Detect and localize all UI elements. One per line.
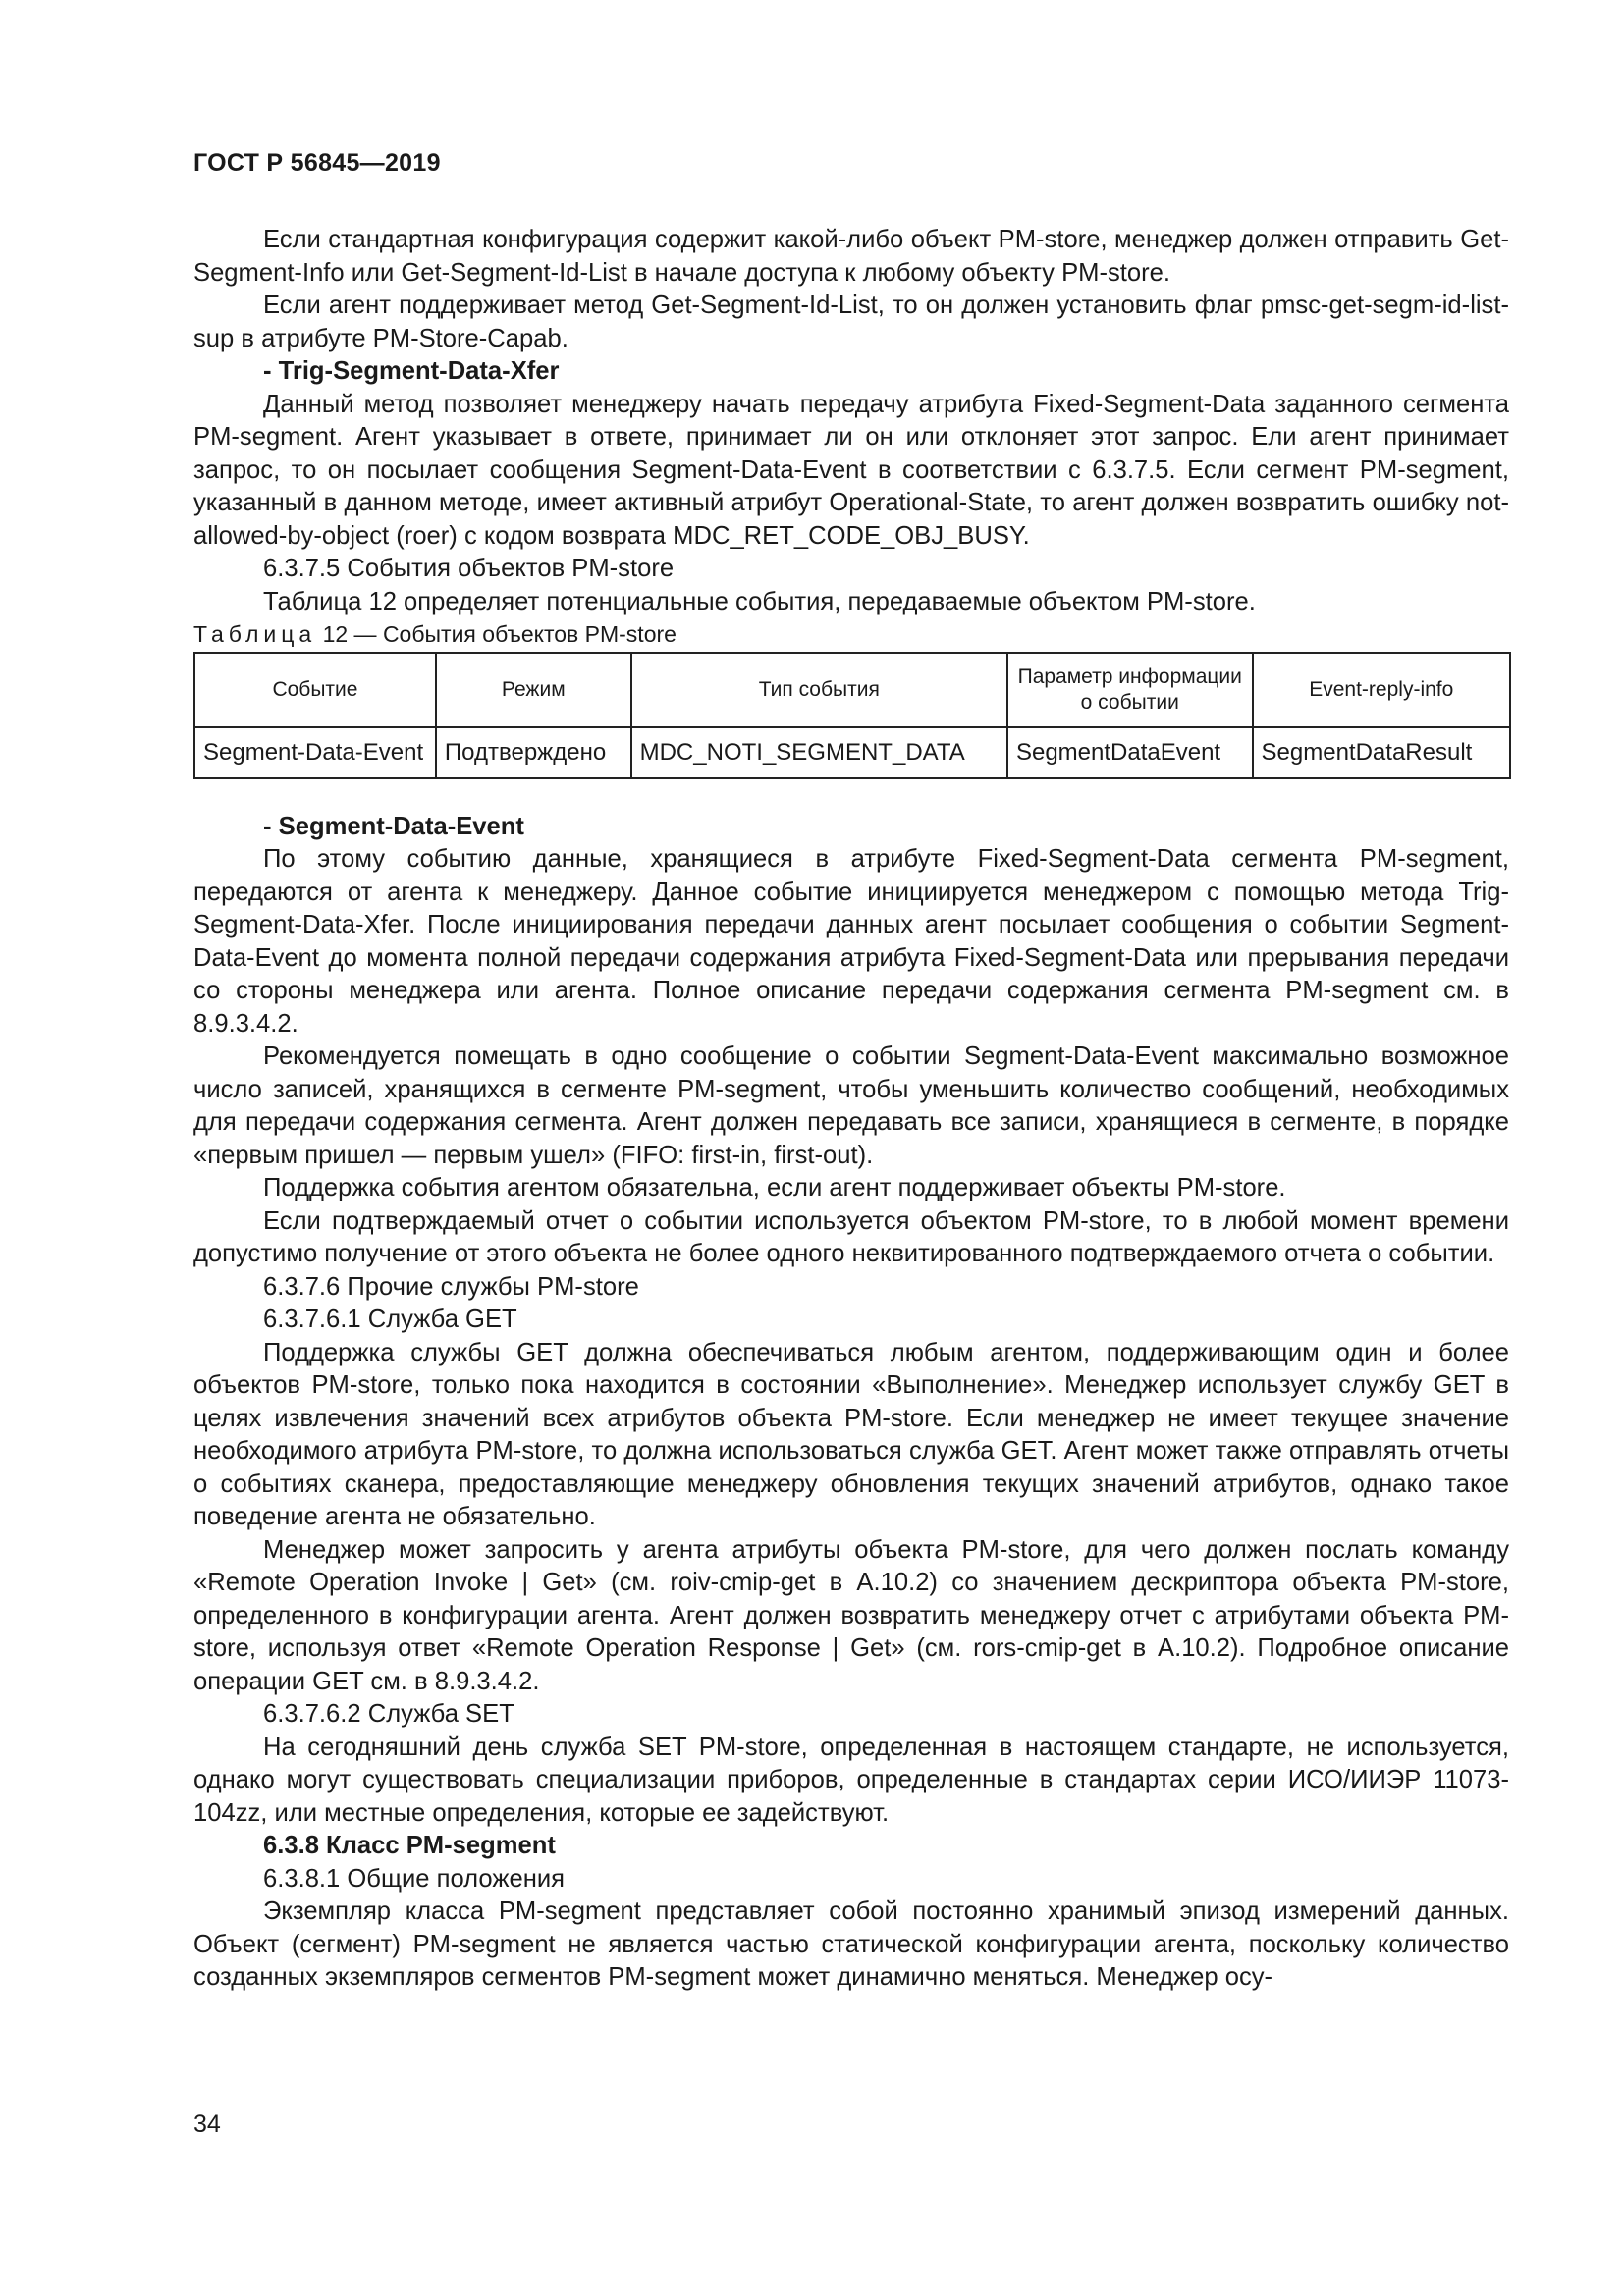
- paragraphs-after-table: [193, 811, 1509, 1995]
- table-caption-title: 12 — События объектов PM-store: [316, 621, 677, 647]
- table-cell: Подтверждено: [436, 727, 631, 778]
- table-cell: SegmentDataResult: [1253, 727, 1510, 778]
- events-table: [193, 652, 1511, 779]
- paragraph: 6.3.7.6.1 Служба GET: [263, 1306, 517, 1333]
- paragraph: Таблица 12 определяет потенциальные события, передаваемые объектом PM-store.: [263, 587, 1256, 615]
- paragraph: 6.3.7.6.2 Служба SET: [263, 1700, 514, 1728]
- paragraph: Данный метод позволяет менеджеру начать передачу атрибута Fixed-Segment-Data заданного сегмента PM-segment. Агент указывает в ответе, принимает ли он или отклоняет этот запрос. Ели агент принимает запрос, то он посылает сообщения Segment-Data-Event в соответствии с 6.3.7.5. Если сегмент PM-segment, указанный в данном методе, имеет активный атрибут Operational-State, то агент должен возвратить ошибку not-allowed-by-object (roer) с кодом возврата MDC_RET_CODE_OBJ_BUSY.: [193, 390, 1509, 550]
- paragraph: Экземпляр класса PM-segment представляет собой постоянно хранимый эпизод измерений данных. Объект (сегмент) PM-segment не является частью статической конфигурации агента, поскольку количество созданных экземпляров сегментов PM-segment может динамично меняться. Менеджер осу-: [193, 1897, 1509, 1991]
- table-header-cell: Event-reply-info: [1253, 653, 1510, 727]
- paragraph: 6.3.7.5 События объектов PM-store: [263, 555, 675, 582]
- section-heading: - Segment-Data-Event: [263, 812, 524, 840]
- paragraph: Если стандартная конфигурация содержит какой-либо объект PM-store, менеджер должен отправить Get-Segment-Info или Get-Segment-Id-List в начале доступа к любому объекту PM-store.: [193, 226, 1509, 287]
- table-header-cell: Событие: [194, 653, 436, 727]
- section-heading: - Trig-Segment-Data-Xfer: [263, 357, 560, 385]
- table-header-row: [194, 653, 1510, 727]
- paragraphs-before-table: [193, 224, 1509, 618]
- table-row: [194, 727, 1510, 778]
- table-caption: [193, 618, 1509, 652]
- paragraph: Если подтверждаемый отчет о событии используется объектом PM-store, то в любой момент времени допустимо получение от этого объекта не более одного неквитированного подтверждаемого отчета о событии.: [193, 1206, 1509, 1267]
- paragraph: 6.3.7.6 Прочие службы PM-store: [263, 1272, 639, 1301]
- table-header-cell: Тип события: [631, 653, 1007, 727]
- paragraph: Рекомендуется помещать в одно сообщение о событии Segment-Data-Event максимально возможное число записей, хранящихся в сегменте PM-segment, чтобы уменьшить количество сообщений, необходимых для передачи содержания сегмента. Агент должен передавать все записи, хранящиеся в сегменте, в порядке «первым пришел — первым ушел» (FIFO: first-in, first-out).: [193, 1042, 1509, 1169]
- table-caption-label: Таблица: [193, 621, 317, 647]
- document-header: ГОСТ Р 56845—2019: [193, 149, 441, 177]
- table-header-cell: Параметр информации о событии: [1007, 653, 1253, 727]
- section-heading: 6.3.8 Класс PM-segment: [263, 1832, 556, 1859]
- table-cell: MDC_NOTI_SEGMENT_DATA: [631, 727, 1007, 778]
- table-header-cell: Режим: [436, 653, 631, 727]
- table-cell: SegmentDataEvent: [1007, 727, 1253, 778]
- paragraph: Поддержка события агентом обязательна, если агент поддерживает объекты PM-store.: [263, 1174, 1286, 1201]
- table-cell: Segment-Data-Event: [194, 727, 436, 778]
- page-number: 34: [193, 2110, 221, 2138]
- paragraph: Поддержка службы GET должна обеспечиваться любым агентом, поддерживающим один и более объектов PM-store, только пока находится в состоянии «Выполнение». Менеджер использует службу GET в целях извлечения значений всех атрибутов объекта PM-store. Если менеджер не имеет текущее значение необходимого атрибута PM-store, то должна использоваться служба GET. Агент может также отправлять отчеты о событиях сканера, предоставляющие менеджеру обновления текущих значений атрибутов, однако такое поведение агента не обязательно.: [193, 1338, 1509, 1530]
- paragraph: 6.3.8.1 Общие положения: [263, 1864, 565, 1893]
- paragraph: По этому событию данные, хранящиеся в атрибуте Fixed-Segment-Data сегмента PM-segment, передаются от агента к менеджеру. Данное событие инициируется менеджером с помощью метода Trig-Segment-Data-Xfer. После инициирования передачи данных агент посылает сообщения о событии Segment-Data-Event до момента полной передачи содержания атрибута Fixed-Segment-Data или прерывания передачи со стороны менеджера или агента. Полное описание передачи содержания сегмента PM-segment см. в 8.9.3.4.2.: [193, 845, 1509, 1038]
- paragraph: Менеджер может запросить у агента атрибуты объекта PM-store, для чего должен послать команду «Remote Operation Invoke | Get» (см. roiv-cmip-get в А.10.2) со значением дескриптора объекта PM-store, определенного в конфигурации агента. Агент должен возвратить менеджеру отчет с атрибутами объекта PM-store, используя ответ «Remote Operation Response | Get» (см. rors-cmip-get в А.10.2). Подробное описание операции GET см. в 8.9.3.4.2.: [193, 1535, 1509, 1695]
- paragraph: На сегодняшний день служба SET PM-store, определенная в настоящем стандарте, не используется, однако могут существовать специализации приборов, определенные в стандартах серии ИСО/ИИЭР 11073-104zz, или местные определения, которые ее задействуют.: [193, 1733, 1509, 1827]
- document-body: [193, 224, 1509, 1995]
- paragraph: Если агент поддерживает метод Get-Segment-Id-List, то он должен установить флаг pmsc-get-segm-id-list-sup в атрибуте PM-Store-Capab.: [193, 292, 1509, 352]
